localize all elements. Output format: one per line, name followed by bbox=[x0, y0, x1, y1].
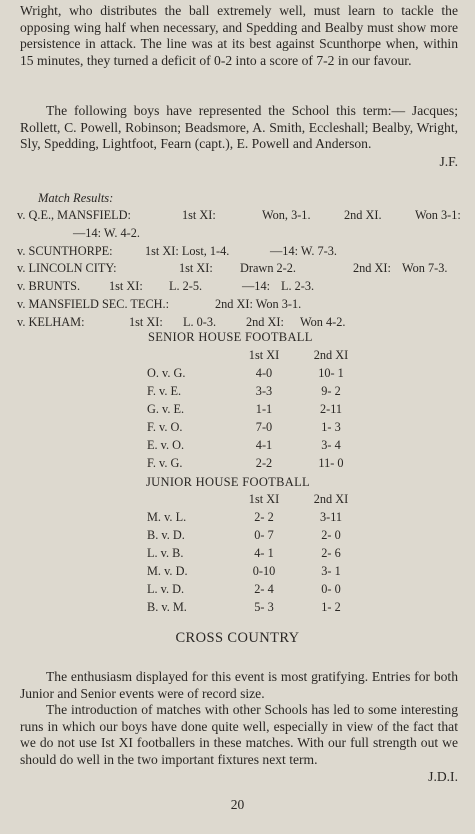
result-second-xi: 2nd XI: bbox=[246, 314, 284, 329]
result-second-xi: 2nd XI: bbox=[353, 261, 391, 276]
result-first-xi-score: —14: W. 7-3. bbox=[270, 243, 337, 258]
result-first-xi: 1st XI: Lost, 1-4. bbox=[145, 243, 230, 258]
page-number: 20 bbox=[230, 797, 245, 812]
team-list-paragraph bbox=[20, 103, 458, 171]
first-xi-score: 2-2 bbox=[255, 456, 273, 470]
cross-country-title: CROSS COUNTRY bbox=[175, 630, 300, 646]
result-first-xi-score: L. 0-3. bbox=[183, 314, 217, 329]
result-second-xi-score: Won 3-1: bbox=[415, 208, 461, 222]
table-header-row bbox=[0, 492, 475, 510]
second-xi-score: 1- 3 bbox=[321, 420, 341, 434]
result-opponent: v. Q.E., MANSFIELD: bbox=[17, 208, 131, 222]
table-row bbox=[0, 510, 475, 528]
second-xi-score: 1- 2 bbox=[321, 600, 341, 614]
result-first-xi-score: Drawn 2-2. bbox=[240, 261, 297, 276]
first-xi-score: 3-3 bbox=[255, 384, 273, 398]
result-row bbox=[17, 296, 462, 314]
first-xi-score: 4- 1 bbox=[254, 546, 274, 560]
match-cell: B. v. D. bbox=[147, 528, 185, 542]
cross-country-paragraph bbox=[20, 669, 458, 702]
table-row bbox=[0, 564, 475, 582]
result-first-xi: 1st XI: bbox=[182, 208, 216, 222]
second-xi-score: 9- 2 bbox=[321, 384, 341, 398]
result-first-xi: 2nd XI: Won 3-1. bbox=[215, 296, 302, 311]
result-second-xi: 2nd XI. bbox=[344, 208, 382, 222]
table-row bbox=[0, 366, 475, 384]
result-opponent: v. KELHAM: bbox=[17, 314, 85, 329]
table-row bbox=[0, 456, 475, 474]
column-header-2nd-xi: 2nd XI bbox=[313, 492, 349, 506]
match-cell: F. v. O. bbox=[147, 420, 183, 434]
table-row bbox=[0, 420, 475, 438]
team-list-text: The following boys have represented the School this term:— Jacques; Rollett, C. Powell, Robinson; Beadsmore, A. Smith, Eccleshall; Bealby, Wright, Sly, Spedding, Lightfoot, Fearn (capt.), E. Powell and Anderson. bbox=[20, 103, 458, 152]
result-row bbox=[17, 207, 462, 225]
second-xi-score: 2-11 bbox=[319, 402, 343, 416]
paragraph-text: Wright, who distributes the ball extremely well, must learn to tackle the opposing wing half when necessary, and Spedding and Bealby must show more persistence in attack. The line was at its best against Scunthorpe when, within 15 minutes, they turned a deficit of 0-2 into a score of 7-2 in our favour. bbox=[20, 3, 458, 68]
result-second-xi-score: Won 7-3. bbox=[402, 261, 448, 276]
table-row bbox=[0, 402, 475, 420]
column-header-1st-xi: 1st XI bbox=[248, 492, 280, 506]
match-cell: O. v. G. bbox=[147, 366, 186, 380]
match-results-list bbox=[17, 207, 462, 332]
match-cell: L. v. D. bbox=[147, 582, 185, 596]
junior-house-football-title: JUNIOR HOUSE FOOTBALL bbox=[146, 475, 310, 489]
result-row bbox=[17, 314, 462, 332]
second-xi-score: 10- 1 bbox=[318, 366, 344, 380]
match-cell: F. v. G. bbox=[147, 456, 183, 470]
second-xi-score: 2- 6 bbox=[321, 546, 341, 560]
paragraph-text: The introduction of matches with other Schools has led to some interesting runs in which our boys have done quite well, especially in view of the fact that we do not use Ist XI footballers in these matches. With our full strength out we should do well in the two important fixtures next term. bbox=[20, 702, 458, 767]
match-cell: E. v. O. bbox=[147, 438, 185, 452]
first-xi-score: 2- 4 bbox=[254, 582, 274, 596]
first-xi-score: 7-0 bbox=[255, 420, 273, 434]
result-row bbox=[17, 225, 462, 243]
table-row bbox=[0, 384, 475, 402]
junior-house-football-table bbox=[0, 492, 475, 618]
result-first-xi: 1st XI: bbox=[179, 261, 213, 276]
first-xi-score: 4-0 bbox=[255, 366, 273, 380]
senior-house-football-table bbox=[0, 348, 475, 474]
result-row bbox=[17, 260, 462, 278]
second-xi-score: 3-11 bbox=[319, 510, 343, 524]
result-row bbox=[17, 243, 462, 261]
first-xi-score: 2- 2 bbox=[254, 510, 274, 524]
result-first-xi-score: Won, 3-1. bbox=[262, 208, 311, 222]
author-signature: J.F. bbox=[439, 154, 458, 170]
result-opponent: v. LINCOLN CITY: bbox=[17, 261, 117, 276]
column-header-2nd-xi: 2nd XI bbox=[313, 348, 349, 362]
table-row bbox=[0, 600, 475, 618]
football-report-paragraph bbox=[20, 3, 458, 69]
author-signature: J.D.I. bbox=[428, 769, 458, 785]
table-row bbox=[0, 582, 475, 600]
match-cell: L. v. B. bbox=[147, 546, 184, 560]
senior-house-football-title: SENIOR HOUSE FOOTBALL bbox=[148, 330, 313, 344]
match-cell: G. v. E. bbox=[147, 402, 185, 416]
match-cell: M. v. L. bbox=[147, 510, 187, 524]
match-cell: B. v. M. bbox=[147, 600, 187, 614]
paragraph-text: The enthusiasm displayed for this event is most gratifying. Entries for both Junior and Senior events were of record size. bbox=[20, 669, 458, 701]
match-cell: M. v. D. bbox=[147, 564, 188, 578]
column-header-1st-xi: 1st XI bbox=[248, 348, 280, 362]
result-row bbox=[17, 278, 462, 296]
second-xi-score: 3- 4 bbox=[321, 438, 341, 452]
table-row bbox=[0, 438, 475, 456]
result-second-xi-score: Won 4-2. bbox=[300, 314, 346, 329]
result-second-xi-score: L. 2-3. bbox=[281, 279, 315, 294]
first-xi-score: 1-1 bbox=[255, 402, 273, 416]
table-row bbox=[0, 546, 475, 564]
second-xi-score: 2- 0 bbox=[321, 528, 341, 542]
match-results-heading: Match Results: bbox=[38, 191, 114, 205]
first-xi-score: 0-10 bbox=[252, 564, 276, 578]
result-first-xi: —14: W. 4-2. bbox=[73, 225, 140, 240]
first-xi-score: 4-1 bbox=[255, 438, 273, 452]
table-header-row bbox=[0, 348, 475, 366]
match-cell: F. v. E. bbox=[147, 384, 182, 398]
result-first-xi-score: L. 2-5. bbox=[169, 279, 203, 294]
result-opponent: v. MANSFIELD SEC. TECH.: bbox=[17, 296, 170, 311]
second-xi-score: 11- 0 bbox=[318, 456, 344, 470]
result-first-xi: 1st XI: bbox=[109, 279, 143, 294]
result-opponent: v. SCUNTHORPE: bbox=[17, 243, 113, 258]
result-first-xi: 1st XI: bbox=[129, 314, 163, 329]
table-row bbox=[0, 528, 475, 546]
cross-country-paragraph bbox=[20, 702, 458, 786]
first-xi-score: 5- 3 bbox=[254, 600, 274, 614]
result-opponent: v. BRUNTS. bbox=[17, 279, 81, 294]
second-xi-score: 0- 0 bbox=[321, 582, 341, 596]
second-xi-score: 3- 1 bbox=[321, 564, 341, 578]
first-xi-score: 0- 7 bbox=[254, 528, 274, 542]
result-second-xi: —14: bbox=[242, 279, 271, 294]
